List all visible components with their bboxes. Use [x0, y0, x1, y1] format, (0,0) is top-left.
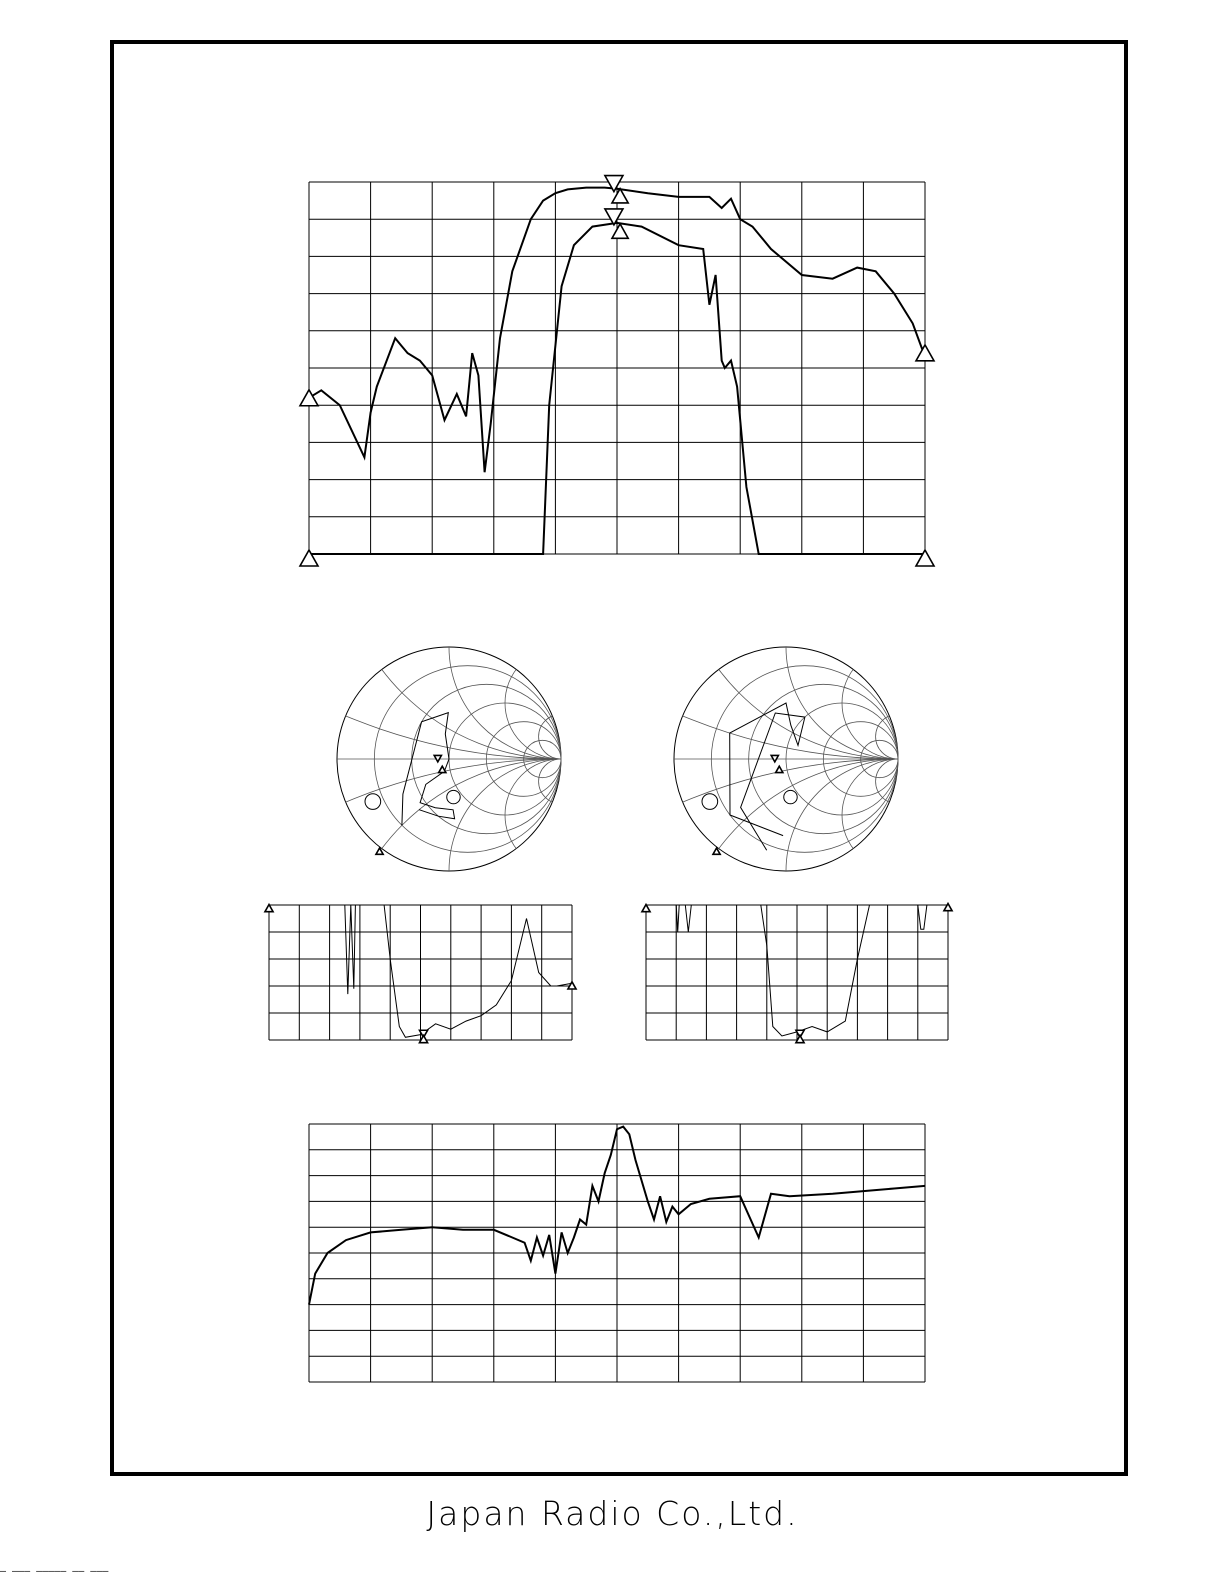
- marker-upper-start: [300, 390, 318, 406]
- main-response-chart: [300, 176, 934, 566]
- smith-left-x-arc-neg-0.2: [1, 759, 1121, 1585]
- smith-left-loop-b: [447, 790, 460, 803]
- return-loss-chart-left: [265, 905, 576, 1043]
- company-footer: Japan Radio Co.,Ltd.: [426, 1494, 799, 1533]
- smith-left-x-arc-neg-0.5: [337, 759, 785, 1207]
- marker-lower-end: [916, 550, 934, 566]
- smith-left-x-arc-neg-2: [505, 759, 617, 871]
- return-loss-left-marker-start: [265, 905, 273, 912]
- smith-right-marker-center-up: [776, 766, 783, 772]
- smith-left-x-arc-pos-1: [449, 535, 673, 759]
- smith-right-x-arc-neg-0.2: [338, 759, 1225, 1585]
- smith-chart-right: [338, 0, 1225, 1585]
- group-delay-grid: [309, 1124, 925, 1382]
- smith-right-x-arc-pos-0.2: [338, 0, 1225, 759]
- smith-right-marker-center-down: [771, 755, 778, 761]
- smith-right-locus: [730, 703, 805, 850]
- smith-right-x-arc-neg-1: [786, 759, 1010, 983]
- marker-upper-end: [916, 345, 934, 361]
- smith-chart-left: [1, 0, 1121, 1585]
- return-loss-chart-right: [642, 904, 952, 1043]
- smith-left-x-arc-pos-2: [505, 647, 617, 759]
- cutoff-text: — ——— ————— —— ———: [0, 1566, 109, 1577]
- smith-right-x-arc-pos-1: [786, 535, 1010, 759]
- smith-right-loop-a: [702, 794, 718, 810]
- smith-right-x-arc-neg-0.5: [674, 759, 1122, 1207]
- group-delay-chart: [309, 1124, 925, 1382]
- smith-right-reactance-arcs: [338, 0, 1225, 1585]
- smith-left-x-arc-neg-1: [449, 759, 673, 983]
- smith-left-loop-a: [365, 794, 381, 810]
- return-loss-right-marker-start: [642, 905, 650, 912]
- smith-left-marker-center-down: [434, 755, 441, 761]
- smith-right-x-arc-pos-0.5: [674, 311, 1122, 759]
- return-loss-right-grid: [646, 905, 948, 1040]
- smith-right-x-arc-pos-2: [842, 647, 954, 759]
- smith-left-locus: [402, 713, 455, 826]
- return-loss-left-grid: [269, 905, 572, 1040]
- smith-right-loop-b: [784, 790, 797, 803]
- smith-left-marker-center-up: [439, 766, 446, 772]
- marker-lower-peak-up: [612, 224, 628, 238]
- return-loss-left-marker-end: [568, 982, 576, 989]
- smith-left-reactance-arcs: [1, 0, 1121, 1585]
- marker-lower-start: [300, 550, 318, 566]
- smith-left-x-arc-pos-0.2: [1, 0, 1121, 759]
- smith-right-x-arc-neg-2: [842, 759, 954, 871]
- smith-left-x-arc-pos-0.5: [337, 311, 785, 759]
